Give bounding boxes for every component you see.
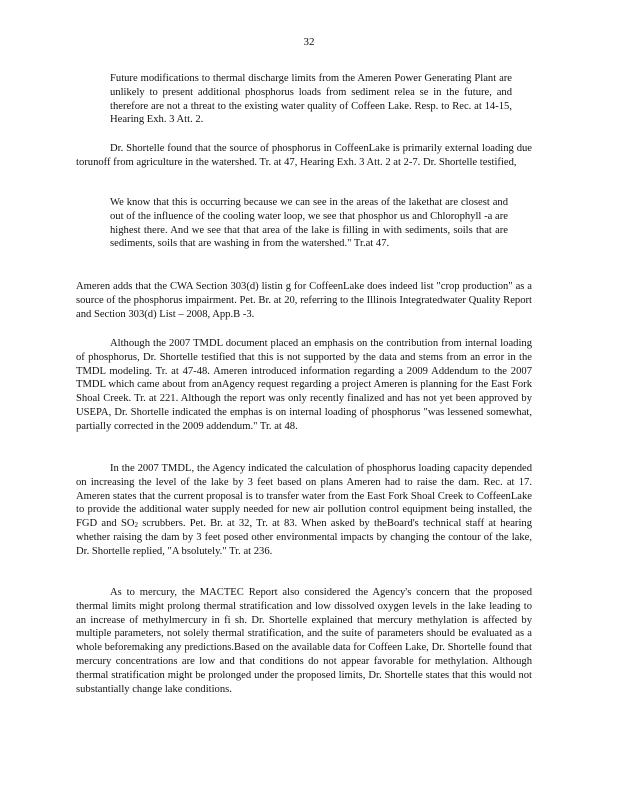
paragraph-future-modifications: Future modifications to thermal discharge limits from the Ameren Power Generating Plant are unlikely to present additional phosphorus loads from sediment relea se in the future, and therefore are not a threat to the existing water quality of Coffeen Lake. Resp. to Rec. at 14-15, Hearing Exh. 3 Att. 2. — [110, 73, 512, 126]
page-number: 32 — [303, 36, 315, 48]
paragraph-mercury: As to mercury, the MACTEC Report also considered the Agency's concern that the proposed thermal limits might prolong thermal stratification and low dissolved oxygen levels in the lake leading to an increase of methylmercury in fi sh. Dr. Shortelle explained that mercury methylation is affected by multiple parameters, not solely thermal stratification, and the suite of parameters should be evaluated as a whole beforemaking any predictions.Based on the available data for Coffeen Lake, Dr. Shortelle found that mercury concentrations are low and that conditions do not appear favorable for methylation. Although thermal stratification might be prolonged under the proposed limits, Dr. Shortelle states that this would not substantially change lake conditions. — [76, 587, 532, 695]
paragraph-crop-production: Ameren adds that the CWA Section 303(d) listin g for CoffeenLake does indeed list "crop production" as a source of the phosphorus impairment. Pet. Br. at 20, referring to the Illinois Integratedwater Quality Report and Section 303(d) List – 2008, App.B -3. — [76, 281, 532, 320]
paragraph-loading-capacity-part1: In the 2007 TMDL, the Agency indicated the calculation of phosphorus loading capacity depended on increasing the level of the lake by 3 feet based on plans Ameren had to raise the dam. Rec. at 17. Ameren states that the current proposal is to transfer water from the East Fork Shoal Creek to CoffeenLake to provide the additional water supply needed for new air pollution control equipment being installed, the FGD and SO — [76, 463, 532, 530]
so2-subscript: 2 — [134, 521, 138, 530]
paragraph-loading-capacity-part2: scrubbers. Pet. Br. at 32, Tr. at 83. When asked by theBoard's technical staff at hearing whether raising the dam by 3 feet posed other environmental impacts by changing the contour of the lake, Dr. Shortelle replied, "A bsolutely." Tr. at 236. — [76, 518, 532, 557]
paragraph-loading-capacity — [76, 462, 532, 559]
block-quote-testimony: We know that this is occurring because we can see in the areas of the lakethat are closest and out of the influence of the cooling water loop, we see that phosphor us and Chlorophyll -a are highest there. And we see that that area of the lake is filling in with sediments, soils that are sediments, soils that are washing in from the watershed." Tr.at 47. — [110, 197, 508, 250]
paragraph-phosphorus-source: Dr. Shortelle found that the source of phosphorus in CoffeenLake is primarily external loading due torunoff from agriculture in the watershed. Tr. at 47, Hearing Exh. 3 Att. 2 at 2-7. Dr. Shortelle testified, — [76, 143, 532, 168]
paragraph-2007-tmdl-document: Although the 2007 TMDL document placed an emphasis on the contribution from internal loading of phosphorus, Dr. Shortelle testified that this is not supported by the data and stems from an error in the TMDL modeling. Tr. at 47-48. Ameren introduced information regarding a 2009 Addendum to the 2007 TMDL which came about from anAgency request regarding a project Ameren is planning for the East Fork Shoal Creek. Tr. at 221. Although the report was only recently finalized and has not yet been approved by USEPA, Dr. Shortelle indicated the emphas is on internal loading of phosphorus "was lessened somewhat, partially corrected in the 2009 addendum." Tr. at 48. — [76, 338, 532, 432]
